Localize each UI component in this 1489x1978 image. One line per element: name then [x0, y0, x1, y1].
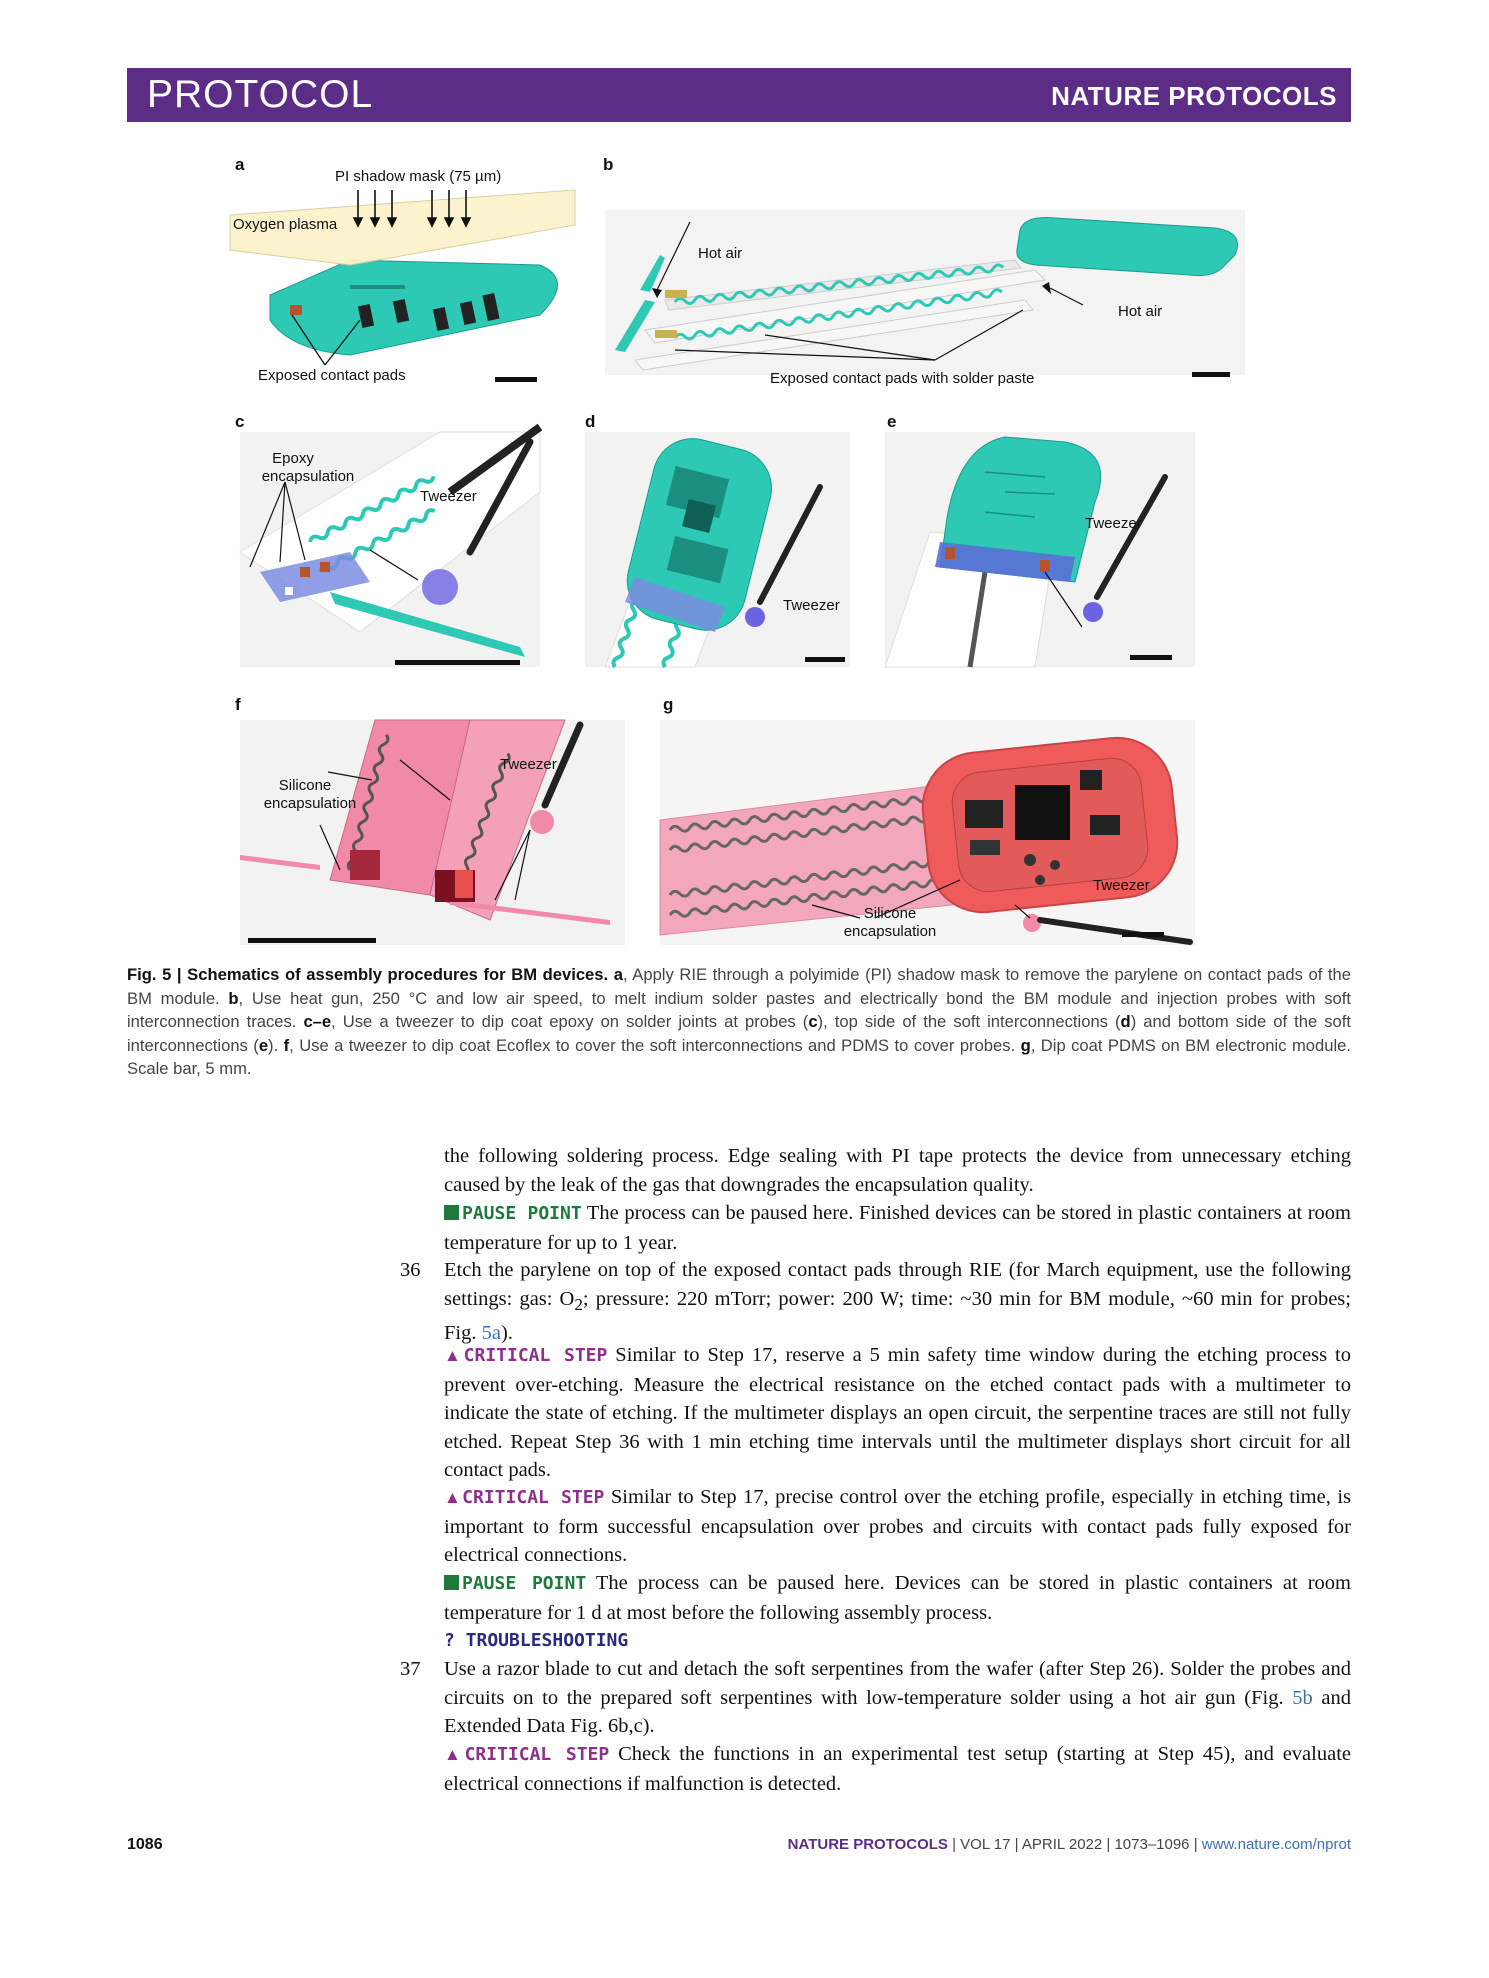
critical-step-2: [444, 1483, 1351, 1570]
scale-bar-d: [805, 657, 845, 662]
footer-volume-info: | VOL 17 | APRIL 2022 | 1073–1096 |: [947, 1836, 1202, 1853]
caption-title: Fig. 5 | Schematics of assembly procedures for BM devices.: [127, 965, 609, 984]
caption-ref-f: f: [283, 1035, 290, 1055]
caption-text-c2: ), top side of the soft interconnections (: [817, 1012, 1121, 1031]
footer-journal: NATURE PROTOCOLS: [787, 1836, 948, 1853]
pause-tag-2: PAUSE POINT: [462, 1573, 587, 1594]
critical-triangle-icon: ▲: [444, 1745, 465, 1764]
section-title: PROTOCOL: [147, 73, 374, 116]
panel-letter-d: d: [585, 412, 596, 431]
label-epoxy-line2: encapsulation: [261, 468, 355, 485]
footer-url-link[interactable]: www.nature.com/nprot: [1201, 1836, 1351, 1853]
label-tweezer-f: Tweezer: [500, 756, 557, 773]
label-silicone-f-line2: encapsulation: [263, 795, 357, 812]
caption-text-d2: ) and bottom side of the soft interconnections (: [127, 1012, 1352, 1055]
caption-ref-g: g: [1020, 1035, 1031, 1055]
critical-triangle-icon: ▲: [444, 1346, 464, 1365]
panel-letter-f: f: [235, 695, 241, 714]
label-silicone-g-line1: Silicone: [863, 905, 917, 922]
pause-point-2: [444, 1569, 1351, 1627]
pause-square-icon: [444, 1205, 459, 1220]
panel-f-illustration: [240, 720, 625, 945]
caption-ref-a: a: [613, 965, 623, 984]
scale-bar-b: [1192, 372, 1230, 377]
step36-subscript: 2: [574, 1294, 583, 1314]
caption-text-ce: , Use a tweezer to dip coat epoxy on solder joints at probes (: [331, 1012, 809, 1031]
label-tweezer-g: Tweezer: [1093, 877, 1150, 894]
label-oxygen-plasma: Oxygen plasma: [233, 216, 338, 233]
label-silicone-f-line1: Silicone: [278, 777, 332, 794]
panel-e-illustration: [885, 432, 1195, 667]
critical-triangle-icon: ▲: [444, 1488, 463, 1507]
scale-bar-e: [1130, 655, 1172, 660]
label-hot-air-right: Hot air: [1118, 303, 1163, 320]
label-hot-air-left: Hot air: [698, 245, 743, 262]
page-number: 1086: [127, 1836, 163, 1853]
critical-text-2: Similar to Step 17, precise control over the etching profile, especially in etching time, is important to form successful encapsulation over probes and circuits with contact pads fully exposed for electrical connections.: [444, 1486, 1351, 1566]
step36-text-c: ).: [500, 1322, 513, 1345]
label-exposed-contact-pads: Exposed contact pads: [258, 367, 406, 384]
step-36: [444, 1256, 1351, 1348]
scale-bar-g: [1122, 932, 1164, 937]
fig-ref-5b-link[interactable]: 5b: [1292, 1686, 1313, 1709]
panel-g-illustration: [660, 720, 1195, 945]
fig-ref-5a-link[interactable]: 5a: [481, 1322, 501, 1345]
caption-text-f: , Use a tweezer to dip coat Ecoflex to cover the soft interconnections and PDMS to cover probes.: [289, 1035, 1021, 1055]
critical-text-1: Similar to Step 17, reserve a 5 min safety time window during the etching process to prevent over-etching. Measure the electrical resistance on the etched contact pads with a multimeter to indicate the state of etching. If the multimeter displays an open circuit, the serpentine traces are still not fully etched. Repeat Step 36 with 1 min etching time intervals until the multimeter displays short circuit for all contact pads.: [444, 1344, 1352, 1481]
critical-tag-2: CRITICAL STEP: [462, 1487, 605, 1508]
panel-letter-c: c: [235, 412, 245, 431]
critical-tag-1: CRITICAL STEP: [463, 1345, 608, 1366]
pause-text-1: The process can be paused here. Finished devices can be stored in plastic containers at room temperature for up to 1 year.: [444, 1202, 1351, 1254]
panel-letter-a: a: [235, 155, 245, 174]
label-tweezer-d: Tweezer: [783, 597, 840, 614]
caption-text-a: , Apply RIE through a polyimide (PI) shadow mask to remove the parylene on contact pads of the BM module.: [127, 965, 1351, 1008]
figure-caption: [127, 963, 1351, 1081]
critical-step-3: [444, 1740, 1351, 1798]
troubleshooting-tag: ? TROUBLESHOOTING: [444, 1630, 629, 1651]
step-37: [444, 1655, 1351, 1741]
caption-ref-e: e: [258, 1035, 269, 1055]
step37-text-b: and Extended Data Fig. 6b,c).: [444, 1686, 1351, 1737]
scale-bar-c: [395, 660, 520, 665]
panel-letter-g: g: [663, 695, 674, 714]
critical-step-1: [444, 1341, 1351, 1485]
label-tweezer-e: Tweezer: [1085, 515, 1142, 532]
step37-text-a: Use a razor blade to cut and detach the soft serpentines from the wafer (after Step 26). Solder the probes and circuits on to the prepared soft serpentines with low-temperature solder using a hot air gun (Fig.: [444, 1658, 1351, 1709]
header-banner: [127, 68, 1351, 122]
label-epoxy-line1: Epoxy: [272, 450, 314, 467]
panel-b-illustration: [605, 210, 1245, 375]
critical-tag-3: CRITICAL STEP: [464, 1744, 610, 1765]
caption-ref-d: d: [1120, 1012, 1131, 1031]
journal-title: NATURE PROTOCOLS: [1051, 81, 1337, 111]
step-number-36: 36: [400, 1259, 421, 1281]
pause-text-2: The process can be paused here. Devices can be stored in plastic containers at room temperature for 1 d at most before the following assembly process.: [444, 1572, 1351, 1624]
step-number-37: 37: [400, 1658, 421, 1680]
step36-text-a: Etch the parylene on top of the exposed contact pads through RIE (for March equipment, use the following settings: gas: O: [444, 1259, 1351, 1310]
panel-letter-b: b: [603, 155, 614, 174]
caption-text-g: , Dip coat PDMS on BM electronic module. Scale bar, 5 mm.: [127, 1035, 1351, 1078]
pause-point-1: [444, 1199, 1351, 1257]
panel-letter-e: e: [887, 412, 897, 431]
scale-bar-f: [248, 938, 376, 943]
step36-text-b: ; pressure: 220 mTorr; power: 200 W; time: ~30 min for BM module, ~60 min for probes; Fig.: [444, 1287, 1351, 1345]
caption-ref-b: b: [228, 988, 239, 1008]
pause-square-icon: [444, 1575, 459, 1590]
critical-text-3: Check the functions in an experimental test setup (starting at Step 45), and evaluate electrical connections if malfunction is detected.: [444, 1743, 1351, 1795]
caption-text-b: , Use heat gun, 250 °C and low air speed, to melt indium solder pastes and electrically bond the BM module and injection probes with soft interconnection traces.: [127, 988, 1351, 1031]
panel-d-illustration: [585, 432, 850, 667]
pause-tag-1: PAUSE POINT: [462, 1203, 582, 1224]
paragraph-soldering: the following soldering process. Edge sealing with PI tape protects the device from unnecessary etching caused by the leak of the gas that downgrades the encapsulation quality.: [444, 1145, 1351, 1196]
scale-bar-a: [495, 377, 537, 382]
caption-text-e2: ).: [268, 1035, 284, 1055]
caption-ref-ce: c–e: [303, 1012, 332, 1031]
label-pi-shadow-mask: PI shadow mask (75 µm): [335, 168, 502, 185]
troubleshooting: [444, 1626, 1351, 1656]
label-silicone-g-line2: encapsulation: [843, 923, 937, 940]
label-pads-solder-paste: Exposed contact pads with solder paste: [770, 370, 1035, 387]
footer-citation: [788, 1836, 1351, 1853]
label-tweezer-c: Tweezer: [420, 488, 477, 505]
caption-ref-c: c: [808, 1012, 818, 1031]
